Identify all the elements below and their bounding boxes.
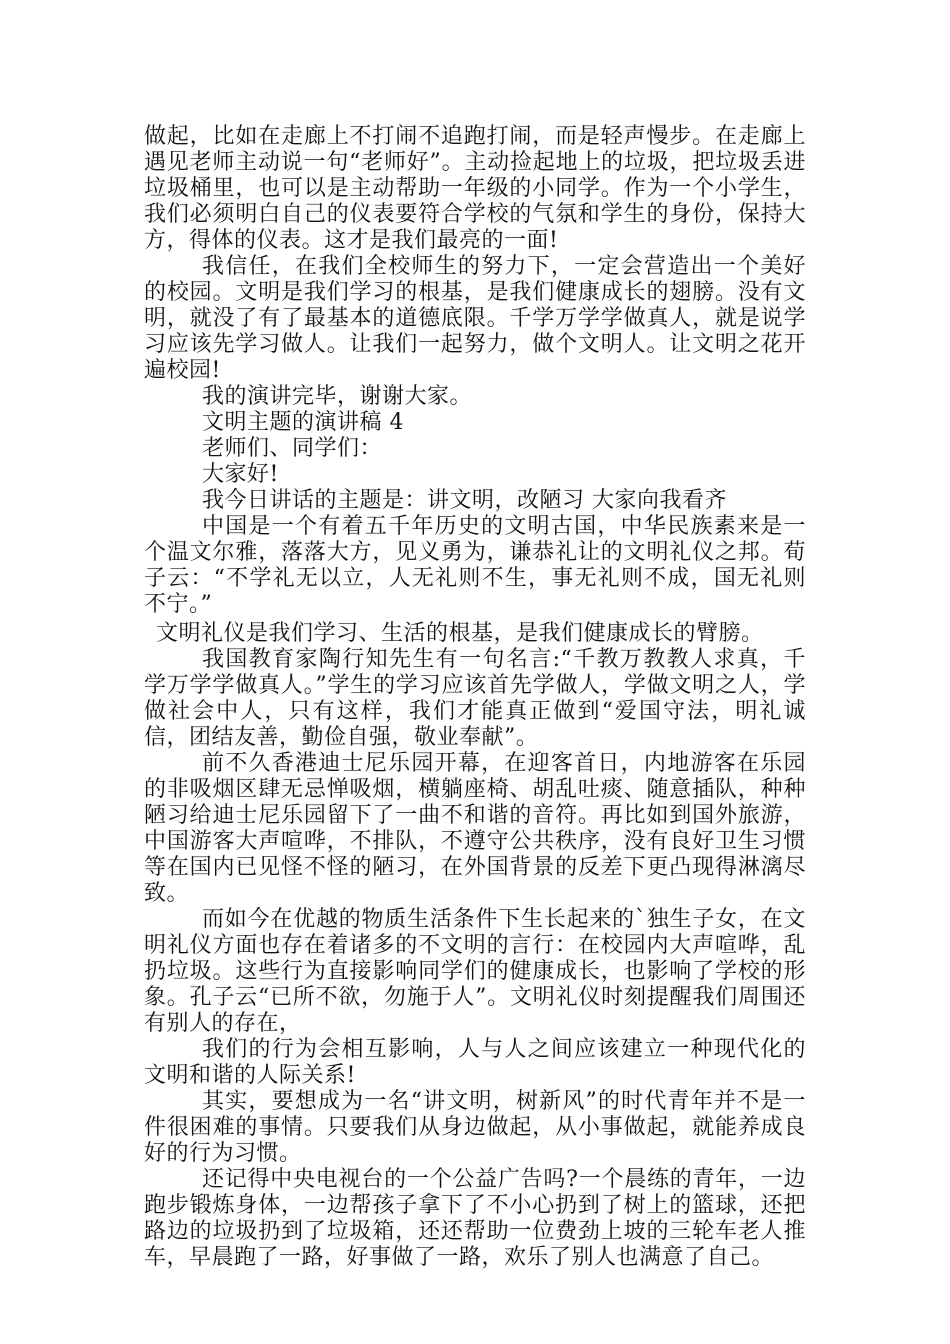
paragraph: 中国是一个有着五千年历史的文明古国，中华民族素来是一个温文尔雅，落落大方，见义勇为，谦恭礼让的文明礼仪之邦。荀子云：“不学礼无以立，人无礼则不生，事无礼则不成，国无礼则不宁。” (144, 514, 806, 617)
speech-title: 文明主题的演讲稿 4 (202, 410, 404, 435)
paragraph: 还记得中央电视台的一个公益广告吗?一个晨练的青年，一边跑步锻炼身体，一边帮孩子拿下了不小心扔到了树上的篮球，还把路边的垃圾扔到了垃圾箱，还还帮助一位费劲上坡的三轮车老人推车，早晨跑了一路，好事做了一路，欢乐了别人也满意了自己。 (144, 1167, 806, 1270)
greeting: 大家好! (202, 462, 279, 487)
paragraph: 其实，要想成为一名“讲文明，树新风”的时代青年并不是一件很困难的事情。只要我们从身边做起，从小事做起，就能养成良好的行为习惯。 (144, 1089, 806, 1166)
topic-line: 我今日讲话的主题是：讲文明，改陋习 大家向我看齐 (202, 488, 727, 513)
document-text-block (144, 621, 806, 1271)
paragraph: 文明礼仪是我们学习、生活的根基，是我们健康成长的臂膀。 (156, 621, 764, 646)
paragraph: 而如今在优越的物质生活条件下生长起来的`独生子女，在文明礼仪方面也存在着诸多的不文明的言行：在校园内大声喧哗，乱扔垃圾。这些行为直接影响同学们的健康成长，也影响了学校的形象。孔子云“已所不欲，勿施于人”。文明礼仪时刻提醒我们周围还有别人的存在， (144, 907, 806, 1036)
paragraph: 前不久香港迪士尼乐园开幕，在迎客首日，内地游客在乐园的非吸烟区肆无忌惮吸烟，横躺座椅、胡乱吐痰、随意插队，种种陋习给迪士尼乐园留下了一曲不和谐的音符。再比如到国外旅游，中国游客大声喧哗，不排队，不遵守公共秩序，没有良好卫生习惯等在国内已见怪不怪的陋习，在外国背景的反差下更凸现得淋漓尽致。 (144, 751, 806, 906)
paragraph: 我们的行为会相互影响，人与人之间应该建立一种现代化的文明和谐的人际关系! (144, 1037, 806, 1088)
document-text-block (144, 124, 806, 618)
closing-line: 我的演讲完毕，谢谢大家。 (202, 384, 473, 409)
paragraph: 我信任，在我们全校师生的努力下，一定会营造出一个美好的校园。文明是我们学习的根基，是我们健康成长的翅膀。没有文明，就没了有了最基本的道德底限。千学万学学做真人，就是说学习应该先学习做人。让我们一起努力，做个文明人。让文明之花开遍校园! (144, 254, 806, 383)
paragraph: 做起，比如在走廊上不打闹不追跑打闹，而是轻声慢步。在走廊上遇见老师主动说一句“老师好”。主动捡起地上的垃圾，把垃圾丢进垃圾桶里，也可以是主动帮助一年级的小同学。作为一个小学生，我们必须明白自己的仪表要符合学校的气氛和学生的身份，保持大方，得体的仪表。这才是我们最亮的一面! (144, 124, 806, 253)
paragraph: 我国教育家陶行知先生有一句名言:“千教万教教人求真，千学万学学做真人。”学生的学习应该首先学做人，学做文明之人，学做社会中人，只有这样，我们才能真正做到“爱国守法，明礼诚信，团结友善，勤俭自强，敬业奉献”。 (144, 647, 806, 750)
salutation: 老师们、同学们： (202, 436, 383, 461)
